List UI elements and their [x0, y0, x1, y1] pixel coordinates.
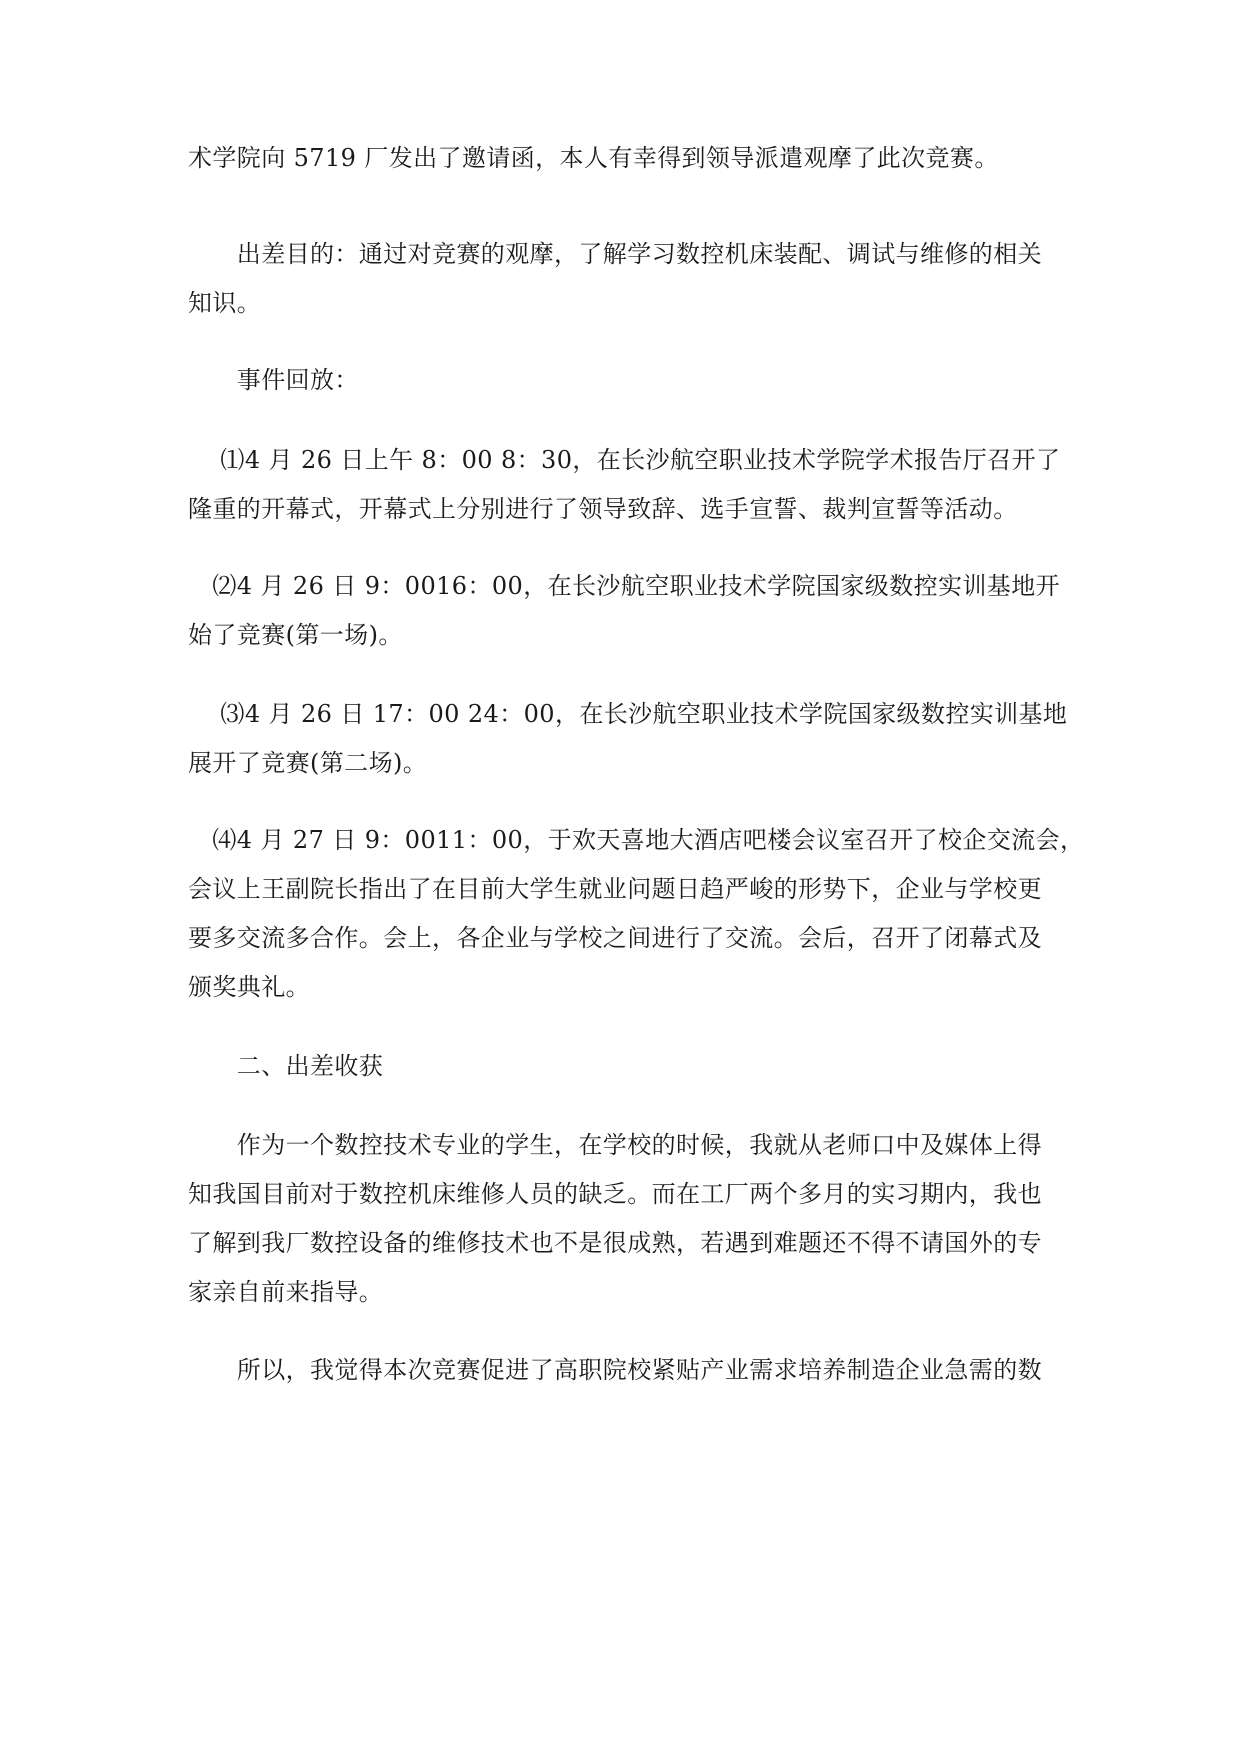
- text-line: 知识。: [188, 289, 262, 317]
- paragraph-event-2: [188, 562, 1068, 660]
- text-line: ⑶4 月 26 日 17：00 24：00，在长沙航空职业技术学院国家级数控实训基地: [188, 700, 1068, 728]
- text-line: ⑴4 月 26 日上午 8：00 8：30，在长沙航空职业技术学院学术报告厅召开了: [188, 446, 1061, 474]
- text-line: 了解到我厂数控设备的维修技术也不是很成熟，若遇到难题还不得不请国外的专: [188, 1229, 1042, 1257]
- text-line: 事件回放：: [188, 366, 359, 394]
- paragraph-event-3: [188, 690, 1068, 788]
- paragraph-conclusion: [188, 1346, 1068, 1395]
- paragraph-invitation: [188, 134, 1068, 183]
- text-line: 隆重的开幕式，开幕式上分别进行了领导致辞、选手宣誓、裁判宣誓等活动。: [188, 495, 1018, 523]
- paragraph-event-4: [188, 816, 1085, 1012]
- text-line: ⑷4 月 27 日 9：0011：00，于欢天喜地大酒店吧楼会议室召开了校企交流会，: [188, 826, 1085, 854]
- text-line: 二、出差收获: [188, 1052, 384, 1080]
- paragraph-purpose: [188, 230, 1068, 328]
- text-line: 术学院向 5719 厂发出了邀请函，本人有幸得到领导派遣观摩了此次竞赛。: [188, 144, 999, 172]
- text-line: 展开了竞赛(第二场)。: [188, 749, 428, 777]
- text-line: 要多交流多合作。会上，各企业与学校之间进行了交流。会后，召开了闭幕式及: [188, 924, 1042, 952]
- text-line: ⑵4 月 26 日 9：0016：00，在长沙航空职业技术学院国家级数控实训基地开: [188, 572, 1061, 600]
- text-line: 出差目的：通过对竞赛的观摩，了解学习数控机床装配、调试与维修的相关: [188, 240, 1042, 268]
- text-line: 始了竞赛(第一场)。: [188, 621, 403, 649]
- text-line: 知我国目前对于数控机床维修人员的缺乏。而在工厂两个多月的实习期内，我也: [188, 1180, 1042, 1208]
- text-line: 会议上王副院长指出了在目前大学生就业问题日趋严峻的形势下，企业与学校更: [188, 875, 1042, 903]
- paragraph-event-review-heading: [188, 356, 1068, 405]
- paragraph-event-1: [188, 436, 1068, 534]
- paragraph-section-heading: [188, 1042, 1068, 1091]
- text-line: 家亲自前来指导。: [188, 1278, 384, 1306]
- text-line: 颁奖典礼。: [188, 973, 310, 1001]
- text-line: 所以，我觉得本次竞赛促进了高职院校紧贴产业需求培养制造企业急需的数: [188, 1356, 1042, 1384]
- text-line: 作为一个数控技术专业的学生，在学校的时候，我就从老师口中及媒体上得: [188, 1131, 1042, 1159]
- paragraph-gains: [188, 1121, 1068, 1317]
